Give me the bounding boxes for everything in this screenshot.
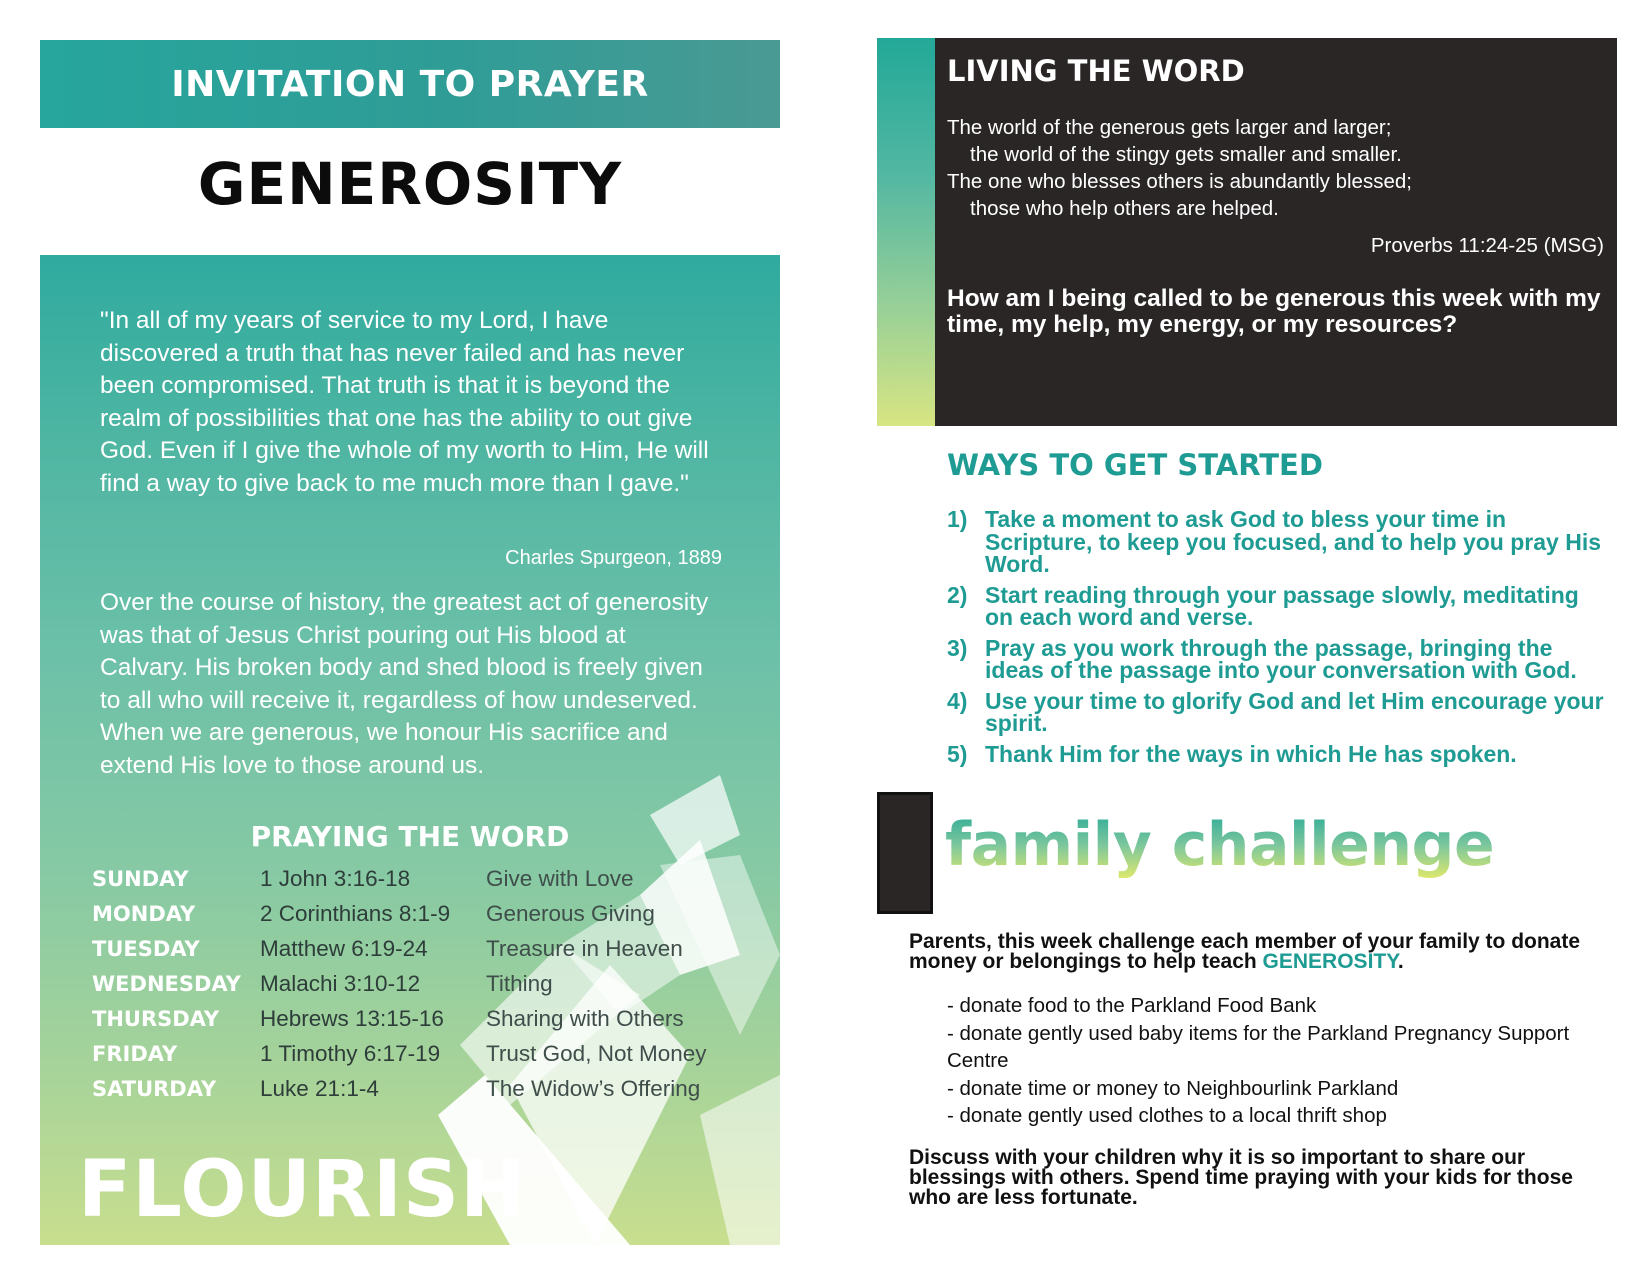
reading-day: THURSDAY [92, 1006, 220, 1031]
reading-reference: 1 Timothy 6:17-19 [260, 1040, 441, 1066]
reading-theme: Give with Love [486, 865, 634, 891]
flourish-logo-text: FLOURISH [78, 1145, 527, 1235]
list-item: 1) Take a moment to ask God to bless your time in Scripture, to keep you focused, and to help you pray His Word. [947, 506, 1602, 577]
reflection-panel [40, 255, 780, 1245]
banner-title: INVITATION TO PRAYER [171, 63, 649, 105]
ways-heading: WAYS TO GET STARTED [947, 448, 1323, 482]
reading-day: FRIDAY [92, 1041, 178, 1066]
reading-theme: Generous Giving [486, 900, 655, 926]
donation-list [947, 992, 1587, 1130]
reading-theme: Treasure in Heaven [486, 935, 683, 961]
list-item: 5) Thank Him for the ways in which He has spoken. [947, 740, 1517, 767]
reading-reference: 2 Corinthians 8:1-9 [260, 900, 451, 926]
verse-line: those who help others are helped. [970, 197, 1279, 220]
family-challenge-marker [877, 792, 933, 914]
reading-plan-table [92, 861, 707, 1106]
list-item: 4) Use your time to glorify God and let Him encourage your spirit. [947, 687, 1604, 736]
generosity-highlight: GENEROSITY [1262, 950, 1398, 973]
reading-day: SUNDAY [92, 866, 189, 891]
list-item: - donate gently used clothes to a local thrift shop [947, 1104, 1387, 1127]
living-the-word-heading: LIVING THE WORD [947, 54, 1245, 88]
list-item: 3) Pray as you work through the passage, bringing the ideas of the passage into your conversation with God. [947, 634, 1577, 683]
history-paragraph: Over the course of history, the greatest act of generosity was that of Jesus Christ pouring out His blood at Calvary. His broken body and shed blood is freely given to all who will receive it, regardless of how undeserved. When we are generous, we honour His sacrifice and extend His love to those around us. [100, 589, 709, 779]
table-row [92, 896, 707, 931]
praying-the-word-heading: PRAYING THE WORD [250, 820, 570, 853]
spurgeon-quote: "In all of my years of service to my Lord, I have discovered a truth that has never failed and has never been compromised. That truth is that it is beyond the realm of possibilities that one has the ability to out give God. Even if I give the whole of my worth to Him, He will find a way to give back to me much more than I gave." [100, 307, 709, 497]
table-row [92, 931, 707, 966]
verse-line: The world of the generous gets larger and larger; [947, 116, 1392, 139]
reading-reference: Matthew 6:19-24 [260, 935, 428, 961]
reading-reference: Malachi 3:10-12 [260, 970, 421, 996]
table-row [92, 1001, 707, 1036]
reading-day: TUESDAY [92, 936, 200, 961]
table-row [92, 1071, 707, 1106]
reading-reference: Hebrews 13:15-16 [260, 1005, 444, 1031]
gradient-stripe [877, 38, 935, 426]
reading-theme: Tithing [486, 970, 553, 996]
parents-instruction: Parents, this week challenge each member of your family to donate money or belongings to help teach GENEROSITY. [909, 930, 1581, 973]
list-item: - donate food to the Parkland Food Bank [947, 994, 1317, 1017]
list-item: 2) Start reading through your passage slowly, meditating on each word and verse. [947, 581, 1579, 630]
table-row [92, 1036, 707, 1071]
ways-list [947, 508, 1607, 773]
reading-theme: Trust God, Not Money [486, 1040, 707, 1066]
invitation-banner [40, 40, 780, 128]
list-item: - donate time or money to Neighbourlink Parkland [947, 1076, 1399, 1100]
quote-attribution: Charles Spurgeon, 1889 [505, 547, 722, 569]
reading-reference: 1 John 3:16-18 [260, 865, 411, 891]
reading-theme: Sharing with Others [486, 1005, 684, 1031]
reading-day: MONDAY [92, 901, 196, 926]
reading-day: WEDNESDAY [92, 971, 241, 996]
verse-line: The one who blesses others is abundantly blessed; [947, 170, 1412, 193]
verse-line: the world of the stingy gets smaller and smaller. [970, 143, 1402, 166]
family-challenge-title: family challenge [945, 810, 1495, 880]
living-the-word-panel [877, 38, 1617, 426]
table-row [92, 966, 707, 1001]
reading-reference: Luke 21:1-4 [260, 1075, 379, 1101]
discussion-paragraph: Discuss with your children why it is so important to share our blessings with others. Spend time praying with your kids for those who are less fortunate. [909, 1146, 1573, 1209]
reading-theme: The Widow’s Offering [486, 1075, 701, 1101]
reading-day: SATURDAY [92, 1076, 217, 1101]
verse-reference: Proverbs 11:24-25 (MSG) [1370, 234, 1604, 257]
theme-title: GENEROSITY [197, 150, 623, 218]
list-item: - donate gently used baby items for the Parkland Pregnancy Support Centre [947, 1021, 1570, 1072]
table-row [92, 861, 707, 896]
reflection-question: How am I being called to be generous this week with my time, my help, my energy, or my resources? [947, 285, 1601, 338]
